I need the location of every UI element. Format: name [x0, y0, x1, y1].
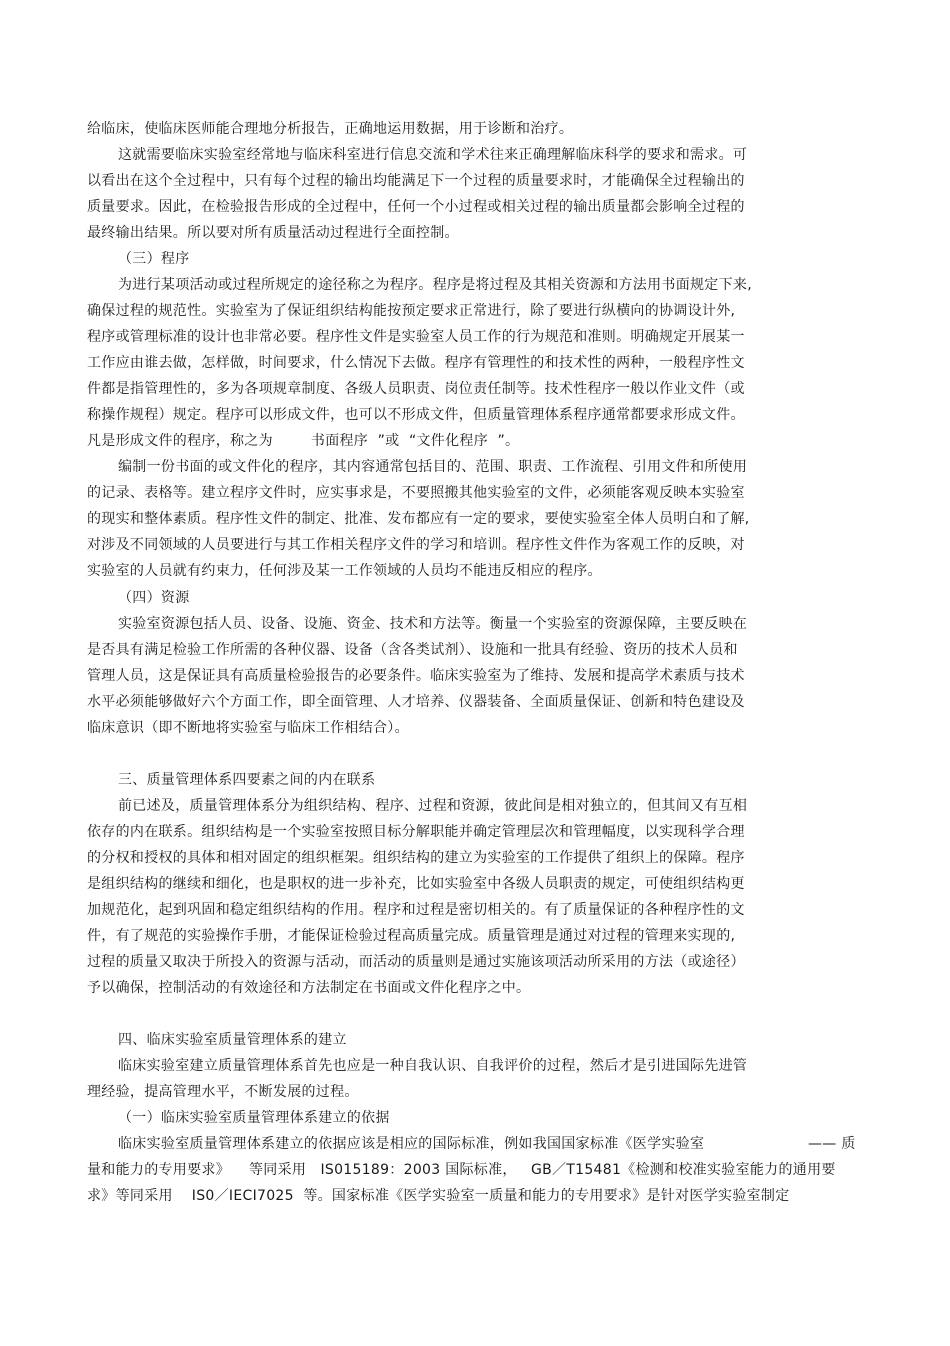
text-line: 给临床，使临床医师能合理地分析报告，正确地运用数据，用于诊断和治疗。: [87, 121, 574, 137]
section-heading: 四、临床实验室质量管理体系的建立: [118, 1032, 347, 1048]
text-line: 对涉及不同领域的人员要进行与其工作相关程序文件的学习和培训。程序性文件作为客观工作的反映，对: [87, 537, 745, 553]
text-line: 水平必须能够做好六个方面工作，即全面管理、人才培养、仪器装备、全面质量保证、创新和特色建设及: [87, 694, 745, 710]
text-line: 临床实验室建立质量管理体系首先也应是一种自我认识、自我评价的过程，然后才是引进国际先进管: [118, 1058, 748, 1074]
text-line: 前已述及，质量管理体系分为组织结构、程序、过程和资源，彼此间是相对独立的，但其间又有互相: [118, 798, 748, 814]
text-line: 予以确保，控制活动的有效途径和方法制定在书面或文件化程序之中。: [87, 980, 531, 996]
text-line: 件都是指管理性的，多为各项规章制度、各级人员职责、岗位责任制等。技术性程序一般以作业文件（或: [87, 381, 745, 397]
text-line: 称操作规程）规定。程序可以形成文件，也可以不形成文件，但质量管理体系程序通常都要求形成文件。: [87, 407, 745, 423]
text-line: 依存的内在联系。组织结构是一个实验室按照目标分解职能并确定管理层次和管理幅度，以实现科学合理: [87, 824, 745, 840]
section-heading: （四）资源: [118, 590, 190, 606]
text-fragment: —— 质: [808, 1136, 856, 1152]
text-line: 确保过程的规范性。实验室为了保证组织结构能按预定要求正常进行，除了要进行纵横向的协调设计外,: [87, 303, 736, 319]
text-line: 最终输出结果。所以要对所有质量活动过程进行全面控制。: [87, 225, 459, 241]
text-line: 件，有了规范的实验操作手册，才能保证检验过程高质量完成。质量管理是通过对过程的管理来实现的,: [87, 928, 736, 944]
section-heading: 三、质量管理体系四要素之间的内在联系: [118, 772, 376, 788]
text-line: 凡是形成文件的程序，称之为 书面程序 ”或 “文件化程序 ”。: [87, 433, 520, 449]
text-line: 实验室资源包括人员、设备、设施、资金、技术和方法等。衡量一个实验室的资源保障，主要反映在: [118, 616, 748, 632]
section-heading: （一）临床实验室质量管理体系建立的依据: [118, 1110, 390, 1126]
text-line: 是否具有满足检验工作所需的各种仪器、设备（含各类试剂）、设施和一批具有经验、资历的技术人员和: [87, 642, 738, 658]
section-heading: （三）程序: [118, 251, 190, 267]
text-line: 的记录、表格等。建立程序文件时，应实事求是，不要照搬其他实验室的文件，必须能客观反映本实验室: [87, 485, 745, 501]
text-line: 为进行某项活动或过程所规定的途径称之为程序。程序是将过程及其相关资源和方法用书面规定下来,: [118, 277, 752, 293]
text-line: 的分权和授权的具体和相对固定的组织框架。组织结构的建立为实验室的工作提供了组织上的保障。程序: [87, 850, 745, 866]
text-line: 过程的质量又取决于所投入的资源与活动，而活动的质量则是通过实施该项活动所采用的方法（或途径）: [87, 954, 745, 970]
text-line: 编制一份书面的或文件化的程序，其内容通常包括目的、范围、职责、工作流程、引用文件和所使用: [118, 459, 748, 475]
text-line: 理经验，提高管理水平，不断发展的过程。: [87, 1084, 359, 1100]
text-line: 质量要求。因此，在检验报告形成的全过程中，任何一个小过程或相关过程的输出质量都会影响全过程的: [87, 199, 745, 215]
text-line: 这就需要临床实验室经常地与临床科室进行信息交流和学术往来正确理解临床科学的要求和需求。可: [118, 147, 748, 163]
text-line: 加规范化，起到巩固和稳定组织结构的作用。程序和过程是密切相关的。有了质量保证的各种程序性的文: [87, 902, 745, 918]
text-line: 的现实和整体素质。程序性文件的制定、批准、发布都应有一定的要求，要使实验室全体人员明白和了解,: [87, 511, 750, 527]
text-line: 工作应由谁去做，怎样做，时间要求，什么情况下去做。程序有管理性的和技术性的两种，一般程序性文: [87, 355, 745, 371]
text-line: 量和能力的专用要求》 等同采用 IS015189：2003 国际标准， GB／T15481《检测和校准实验室能力的通用要: [87, 1162, 836, 1178]
text-line: 管理人员，这是保证具有高质量检验报告的必要条件。临床实验室为了维持、发展和提高学术素质与技术: [87, 668, 745, 684]
text-line: 以看出在这个全过程中，只有每个过程的输出均能满足下一个过程的质量要求时，才能确保全过程输出的: [87, 173, 745, 189]
text-line: 临床实验室质量管理体系建立的依据应该是相应的国际标准，例如我国国家标准《医学实验室: [118, 1136, 705, 1152]
text-line: 求》等同采用 IS0／IECI7025 等。国家标准《医学实验室一质量和能力的专用要求》是针对医学实验室制定: [87, 1188, 790, 1204]
text-line: 是组织结构的继续和细化，也是职权的进一步补充，比如实验室中各级人员职责的规定，可使组织结构更: [87, 876, 745, 892]
text-line: 临床意识（即不断地将实验室与临床工作相结合）。: [87, 720, 409, 736]
text-line: 程序或管理标准的设计也非常必要。程序性文件是实验室人员工作的行为规范和准则。明确规定开展某一: [87, 329, 745, 345]
text-line: 实验室的人员就有约束力，任何涉及某一工作领域的人员均不能违反相应的程序。: [87, 563, 602, 579]
